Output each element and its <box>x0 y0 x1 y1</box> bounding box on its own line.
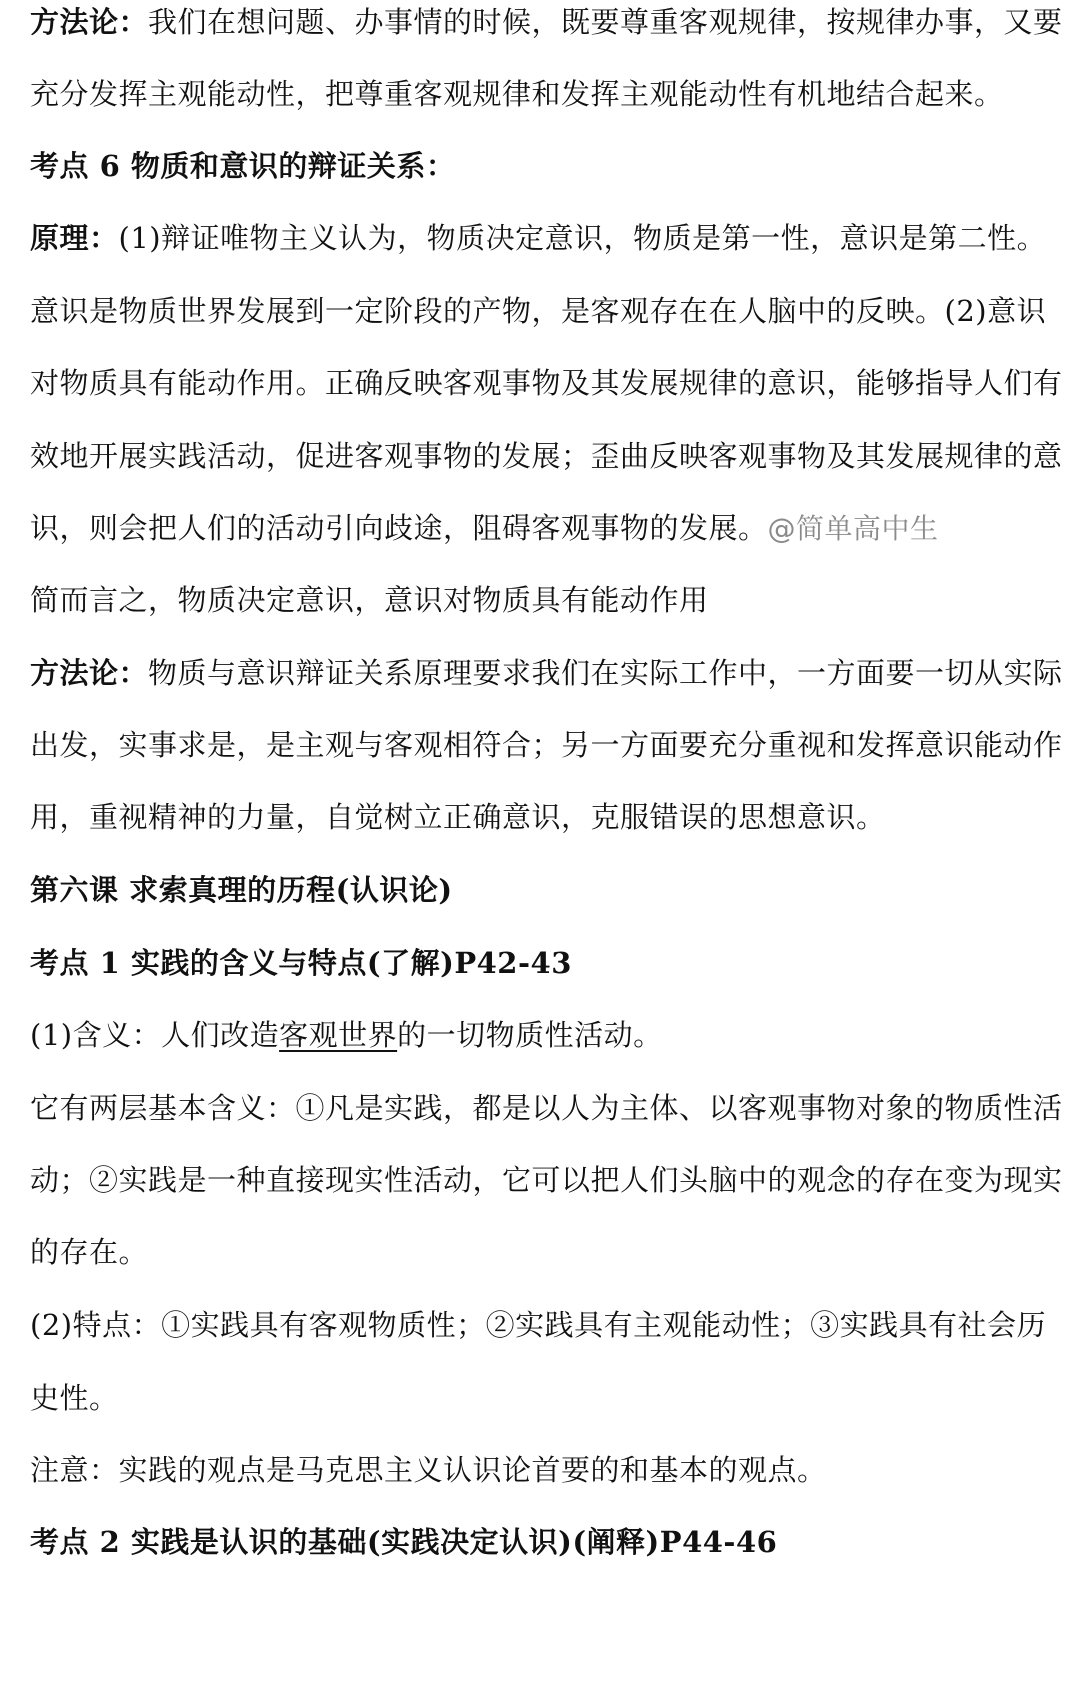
features-line-1: (2)特点：①实践具有客观物质性；②实践具有主观能动性；③实践具有社会历 <box>30 1308 1047 1342</box>
meaning-line <box>30 1015 1070 1055</box>
method2-line-3: 用，重视精神的力量，自觉树立正确意识，克服错误的思想意识。 <box>30 800 886 834</box>
method2-line-2: 出发，实事求是，是主观与客观相符合；另一方面要充分重视和发挥意识能动作 <box>30 728 1063 762</box>
principle-line-3: 对物质具有能动作用。正确反映客观事物及其发展规律的意识，能够指导人们有 <box>30 366 1063 400</box>
point1-heading: 考点 1 实践的含义与特点(了解)P42-43 <box>30 946 572 980</box>
meaning-before: (1)含义：人们改造 <box>30 1018 280 1052</box>
note-line: 注意：实践的观点是马克思主义认识论首要的和基本的观点。 <box>30 1453 827 1487</box>
principle-line-4: 效地开展实践活动，促进客观事物的发展；歪曲反映客观事物及其发展规律的意 <box>30 439 1063 473</box>
meaning-underlined: 客观世界 <box>279 1018 398 1052</box>
principle-text-5: 识，则会把人们的活动引向歧途，阻碍客观事物的发展。 <box>30 511 768 545</box>
method2-text: 物质与意识辩证关系原理要求我们在实际工作中，一方面要一切从实际 <box>148 656 1063 690</box>
method2-label: 方法论： <box>30 656 149 690</box>
principle-line-2: 意识是物质世界发展到一定阶段的产物，是客观存在在人脑中的反映。(2)意识 <box>30 294 1047 328</box>
lesson6-heading: 第六课 求索真理的历程(认识论) <box>30 873 453 907</box>
principle-text: (1)辩证唯物主义认为，物质决定意识，物质是第一性，意识是第二性。 <box>118 221 1047 255</box>
watermark: @简单高中生 <box>767 512 939 545</box>
method-text: 我们在想问题、办事情的时候，既要尊重客观规律，按规律办事，又要 <box>148 5 1063 39</box>
method2-line-1 <box>30 653 1070 693</box>
principle-label: 原理： <box>30 221 119 255</box>
two-layers-line-2: 动；②实践是一种直接现实性活动，它可以把人们头脑中的观念的存在变为现实 <box>30 1163 1063 1197</box>
point2-heading: 考点 2 实践是认识的基础(实践决定认识)(阐释)P44-46 <box>30 1525 778 1559</box>
two-layers-line-1: 它有两层基本含义：①凡是实践，都是以人为主体、以客观事物对象的物质性活 <box>30 1091 1063 1125</box>
point6-heading: 考点 6 物质和意识的辩证关系： <box>30 149 456 183</box>
method-line-1 <box>30 2 1070 42</box>
meaning-after: 的一切物质性活动。 <box>397 1018 663 1052</box>
principle-line-1 <box>30 218 1070 258</box>
method-label: 方法论： <box>30 5 149 39</box>
method-line-2: 充分发挥主观能动性，把尊重客观规律和发挥主观能动性有机地结合起来。 <box>30 77 1004 111</box>
features-line-2: 史性。 <box>30 1381 119 1415</box>
two-layers-line-3: 的存在。 <box>30 1235 149 1269</box>
principle-line-5 <box>30 508 1070 548</box>
summary-line: 简而言之，物质决定意识，意识对物质具有能动作用 <box>30 583 709 617</box>
